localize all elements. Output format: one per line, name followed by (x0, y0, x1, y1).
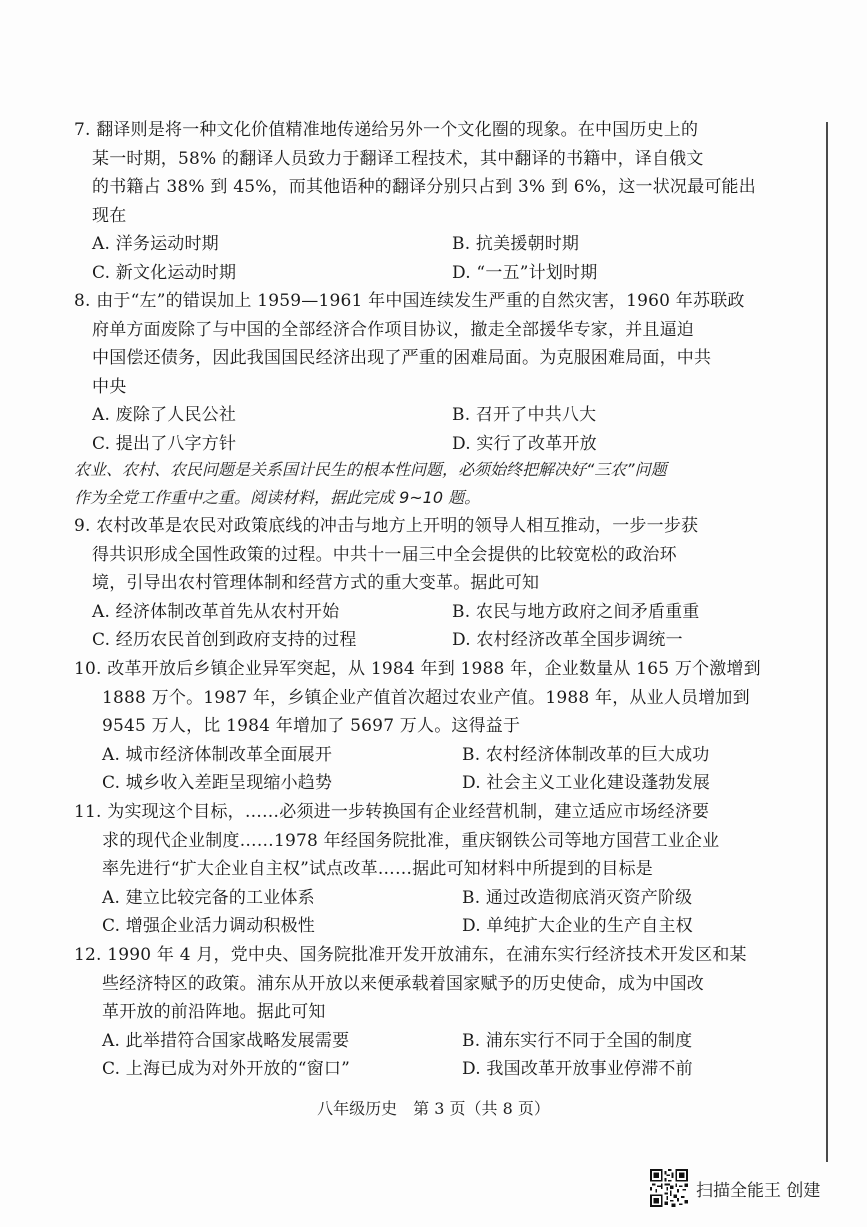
option-c[interactable]: C. 增强企业活力调动积极性 (102, 916, 316, 936)
option-b[interactable]: B. 抗美援朝时期 (452, 234, 580, 254)
option-a[interactable]: A. 城市经济体制改革全面展开 (102, 744, 333, 765)
option-d[interactable]: D. “一五”计划时期 (452, 262, 598, 283)
question-stem-line: 求的现代企业制度……1978 年经国务院批准，重庆钢铁公司等地方国营工业企业 (102, 830, 720, 851)
reading-material (74, 456, 667, 512)
question-7 (74, 116, 756, 287)
question-stem-line: 些经济特区的政策。浦东从开放以来便承载着国家赋予的历史使命，成为中国改 (102, 973, 704, 994)
question-11 (74, 798, 719, 941)
option-b[interactable]: B. 通过改造彻底消灭资产阶级 (462, 887, 693, 908)
question-9 (74, 512, 700, 655)
question-stem-line: 现在 (92, 205, 127, 226)
question-stem-line: 府单方面废除了与中国的全部经济合作项目协议，撤走全部援华专家，并且逼迫 (92, 319, 694, 340)
answer-options (74, 401, 745, 458)
option-b[interactable]: B. 农民与地方政府之间矛盾重重 (452, 601, 700, 622)
question-stem-line: 11. 为实现这个目标，……必须进一步转换国有企业经营机制，建立适应市场经济要 (74, 802, 710, 822)
material-line: 农业、农村、农民问题是关系国计民生的根本性问题，必须始终把解决好“三农”问题 (74, 460, 667, 479)
question-stem-line: 某一时期，58% 的翻译人员致力于翻译工程技术，其中翻译的书籍中，译自俄文 (92, 148, 704, 169)
question-12 (74, 941, 747, 1084)
option-d[interactable]: D. 我国改革开放事业停滞不前 (462, 1059, 693, 1079)
scanner-watermark (650, 1169, 820, 1207)
option-c[interactable]: C. 新文化运动时期 (92, 262, 237, 283)
option-a[interactable]: A. 此举措符合国家战略发展需要 (102, 1030, 350, 1051)
question-10 (74, 655, 761, 798)
answer-options (74, 598, 700, 655)
option-d[interactable]: D. 农村经济改革全国步调统一 (452, 630, 683, 650)
question-stem-line: 7. 翻译则是将一种文化价值精准地传递给另外一个文化圈的现象。在中国历史上的 (74, 120, 699, 140)
option-d[interactable]: D. 实行了改革开放 (452, 433, 597, 454)
page-footer: 八年级历史 第 3 页（共 8 页） (317, 1099, 550, 1118)
option-a[interactable]: A. 废除了人民公社 (92, 405, 237, 425)
question-stem-line: 得共识形成全国性政策的过程。中共十一届三中全会提供的比较宽松的政治环 (92, 544, 677, 565)
answer-options (74, 230, 756, 287)
option-a[interactable]: A. 建立比较完备的工业体系 (102, 887, 315, 908)
question-stem-line: 9. 农村改革是农民对政策底线的冲击与地方上开明的领导人相互推动，一步一步获 (74, 516, 699, 536)
answer-options (74, 884, 719, 941)
option-a[interactable]: A. 洋务运动时期 (92, 234, 219, 254)
option-c[interactable]: C. 经历农民首创到政府支持的过程 (92, 630, 357, 650)
option-d[interactable]: D. 单纯扩大企业的生产自主权 (462, 916, 693, 936)
material-line: 作为全党工作重中之重。阅读材料，据此完成 9~10 题。 (74, 488, 481, 507)
question-stem-line: 革开放的前沿阵地。据此可知 (102, 1002, 326, 1022)
page-margin-rule (826, 122, 828, 1162)
question-stem-line: 9545 万人，比 1984 年增加了 5697 万人。这得益于 (102, 716, 521, 736)
option-b[interactable]: B. 农村经济体制改革的巨大成功 (462, 744, 710, 765)
question-stem-line: 中国偿还债务，因此我国国民经济出现了严重的困难局面。为克服困难局面，中共 (92, 348, 712, 368)
option-c[interactable]: C. 上海已成为对外开放的“窗口” (102, 1059, 350, 1079)
question-stem-line: 的书籍占 38% 到 45%，而其他语种的翻译分别只占到 3% 到 6%，这一状况最可能出 (92, 177, 756, 197)
answer-options (74, 741, 761, 798)
question-stem-line: 率先进行“扩大企业自主权”试点改革……据此可知材料中所提到的目标是 (102, 859, 653, 879)
question-8 (74, 287, 745, 458)
question-stem-line: 1888 万个。1987 年，乡镇企业产值首次超过农业产值。1988 年，从业人员增加到 (102, 687, 750, 708)
option-d[interactable]: D. 社会主义工业化建设蓬勃发展 (462, 773, 711, 793)
option-c[interactable]: C. 提出了八字方针 (92, 433, 237, 454)
answer-options (74, 1027, 747, 1084)
question-stem-line: 8. 由于“左”的错误加上 1959—1961 年中国连续发生严重的自然灾害，1960 年苏联政 (74, 291, 745, 311)
question-stem-line: 10. 改革开放后乡镇企业异军突起，从 1984 年到 1988 年，企业数量从 165 万个激增到 (74, 659, 761, 679)
question-stem-line: 中央 (92, 376, 127, 397)
question-stem-line: 12. 1990 年 4 月，党中央、国务院批准开发开放浦东，在浦东实行经济技术开发区和某 (74, 945, 747, 965)
watermark-text: 扫描全能王 创建 (696, 1180, 821, 1201)
option-b[interactable]: B. 召开了中共八大 (452, 405, 597, 425)
qr-code-icon (650, 1169, 688, 1207)
question-stem-line: 境，引导出农村管理体制和经营方式的重大变革。据此可知 (92, 573, 540, 593)
option-c[interactable]: C. 城乡收入差距呈现缩小趋势 (102, 773, 333, 793)
option-a[interactable]: A. 经济体制改革首先从农村开始 (92, 601, 340, 622)
option-b[interactable]: B. 浦东实行不同于全国的制度 (462, 1030, 693, 1051)
